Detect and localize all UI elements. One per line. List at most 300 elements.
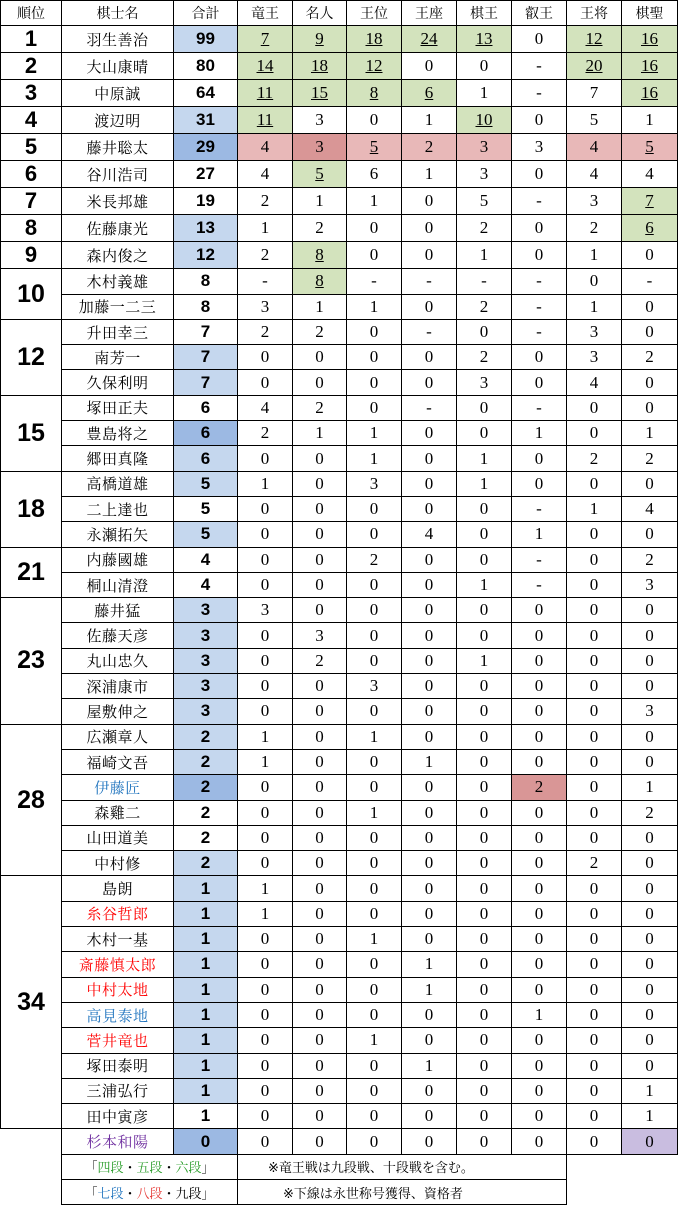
player-name: 桐山清澄 [62, 572, 174, 597]
title-count-cell: 3 [347, 471, 402, 496]
title-count-cell: 0 [512, 26, 567, 53]
title-count-cell: 0 [457, 522, 512, 547]
title-count-cell: 0 [457, 319, 512, 344]
title-count-cell: 0 [238, 699, 293, 724]
player-name: 深浦康市 [62, 674, 174, 699]
title-count-cell: 4 [567, 134, 622, 161]
rank-cell: 23 [1, 598, 62, 724]
title-count-cell: 0 [293, 547, 347, 572]
title-count-cell: 0 [347, 977, 402, 1002]
title-count-cell: 0 [457, 775, 512, 800]
table-row [1, 134, 678, 161]
table-row [1, 1002, 678, 1027]
title-count-cell: 0 [567, 775, 622, 800]
title-count-cell: 0 [293, 370, 347, 395]
title-count-cell: 16 [622, 80, 678, 107]
title-count-cell: 0 [622, 927, 678, 952]
title-count-cell: 0 [567, 1002, 622, 1027]
title-count-cell: 2 [567, 446, 622, 471]
title-count-cell: 0 [238, 623, 293, 648]
title-count-cell: 0 [402, 572, 457, 597]
table-row [1, 319, 678, 344]
total-cell: 1 [174, 1104, 238, 1129]
table-row [1, 188, 678, 215]
title-count-cell: 8 [293, 269, 347, 294]
header-title: 王将 [567, 1, 622, 26]
player-name: 佐藤天彦 [62, 623, 174, 648]
title-count-cell: 0 [622, 623, 678, 648]
title-count-cell: 4 [622, 496, 678, 521]
total-cell: 7 [174, 319, 238, 344]
title-count-cell: 0 [293, 598, 347, 623]
title-count-cell: 0 [402, 421, 457, 446]
title-count-cell: 0 [293, 446, 347, 471]
title-count-cell: 0 [293, 800, 347, 825]
title-count-cell: 1 [238, 876, 293, 901]
title-count-cell: 0 [293, 977, 347, 1002]
title-count-cell: 0 [402, 927, 457, 952]
title-count-cell: 1 [457, 471, 512, 496]
title-count-cell: 0 [457, 496, 512, 521]
player-name: 中原誠 [62, 80, 174, 107]
title-count-cell: 6 [347, 161, 402, 188]
title-count-cell: 1 [293, 294, 347, 319]
title-count-cell: 4 [402, 522, 457, 547]
rank-cell: 9 [1, 242, 62, 269]
table-row [1, 825, 678, 850]
title-count-cell: 2 [238, 319, 293, 344]
title-count-cell: 0 [293, 471, 347, 496]
rank-cell: 34 [1, 876, 62, 1129]
title-count-cell: 0 [512, 345, 567, 370]
title-count-cell: 4 [567, 161, 622, 188]
title-count-cell: 0 [457, 1129, 512, 1154]
title-count-cell: 1 [512, 522, 567, 547]
title-count-cell: 0 [512, 107, 567, 134]
title-count-cell: 0 [567, 269, 622, 294]
title-count-cell: 0 [512, 977, 567, 1002]
title-count-cell: 3 [457, 161, 512, 188]
table-row [1, 395, 678, 420]
title-count-cell: 2 [238, 421, 293, 446]
title-count-cell: 0 [567, 674, 622, 699]
total-cell: 1 [174, 901, 238, 926]
title-count-cell: 13 [457, 26, 512, 53]
title-count-cell: 0 [238, 370, 293, 395]
header-title: 竜王 [238, 1, 293, 26]
title-count-cell: 0 [457, 1078, 512, 1103]
title-count-cell: 0 [567, 977, 622, 1002]
title-count-cell: 0 [512, 674, 567, 699]
title-count-cell: 0 [567, 547, 622, 572]
title-count-cell: 0 [622, 851, 678, 876]
player-name: 豊島将之 [62, 421, 174, 446]
title-count-cell: 0 [457, 1104, 512, 1129]
title-count-cell: 0 [402, 294, 457, 319]
title-count-cell: 0 [293, 1104, 347, 1129]
title-count-cell: 1 [622, 775, 678, 800]
title-count-cell: 0 [457, 395, 512, 420]
total-cell: 3 [174, 699, 238, 724]
title-count-cell: 0 [512, 370, 567, 395]
title-count-cell: 3 [238, 294, 293, 319]
title-count-cell: 0 [567, 724, 622, 749]
title-count-cell: 0 [622, 876, 678, 901]
title-count-cell: 4 [238, 161, 293, 188]
title-count-cell: 0 [622, 674, 678, 699]
title-count-cell: 0 [512, 471, 567, 496]
title-count-cell: 12 [567, 26, 622, 53]
total-cell: 8 [174, 294, 238, 319]
title-count-cell: 3 [293, 623, 347, 648]
title-count-cell: 3 [293, 107, 347, 134]
table-row [1, 977, 678, 1002]
title-count-cell: 0 [512, 927, 567, 952]
title-count-cell: 1 [347, 724, 402, 749]
header-title: 棋聖 [622, 1, 678, 26]
title-count-cell: 1 [347, 1028, 402, 1053]
player-name: 屋敷伸之 [62, 699, 174, 724]
title-count-cell: 0 [293, 496, 347, 521]
title-count-cell: 1 [238, 901, 293, 926]
total-cell: 29 [174, 134, 238, 161]
title-count-cell: 0 [347, 395, 402, 420]
header-row [1, 1, 678, 26]
title-count-cell: 3 [567, 319, 622, 344]
title-count-cell: - [347, 269, 402, 294]
title-count-cell: 0 [512, 952, 567, 977]
player-name: 伊藤匠 [62, 775, 174, 800]
total-cell: 4 [174, 547, 238, 572]
table-row [1, 496, 678, 521]
title-count-cell: 0 [457, 674, 512, 699]
table-row [1, 952, 678, 977]
title-count-cell: 0 [567, 901, 622, 926]
total-cell: 1 [174, 927, 238, 952]
total-cell: 1 [174, 1002, 238, 1027]
title-count-cell: 0 [347, 749, 402, 774]
total-cell: 1 [174, 977, 238, 1002]
title-count-cell: 3 [238, 598, 293, 623]
title-count-cell: 1 [567, 496, 622, 521]
header-name: 棋士名 [62, 1, 174, 26]
title-count-cell: 0 [622, 522, 678, 547]
title-count-cell: 1 [238, 749, 293, 774]
title-count-cell: 2 [567, 215, 622, 242]
player-name: 谷川浩司 [62, 161, 174, 188]
title-count-cell: 0 [622, 749, 678, 774]
title-count-cell: 1 [347, 294, 402, 319]
title-count-cell: 2 [567, 851, 622, 876]
title-count-cell: 0 [402, 699, 457, 724]
rank-cell: 6 [1, 161, 62, 188]
title-count-cell: 0 [293, 876, 347, 901]
total-cell: 64 [174, 80, 238, 107]
rank-cell: 21 [1, 547, 62, 598]
table-row [1, 598, 678, 623]
title-count-cell: 12 [347, 53, 402, 80]
title-count-cell: 0 [402, 901, 457, 926]
title-count-cell: 0 [238, 851, 293, 876]
title-count-cell: 0 [457, 901, 512, 926]
rank-cell: 15 [1, 395, 62, 471]
title-count-cell: 2 [622, 800, 678, 825]
title-count-cell: 3 [622, 572, 678, 597]
table-row [1, 927, 678, 952]
table-row [1, 345, 678, 370]
title-count-cell: 0 [512, 446, 567, 471]
title-count-cell: 4 [622, 161, 678, 188]
title-count-cell: 11 [238, 107, 293, 134]
title-count-cell: 0 [567, 1028, 622, 1053]
title-count-cell: - [402, 319, 457, 344]
title-count-cell: 1 [402, 1053, 457, 1078]
total-cell: 2 [174, 775, 238, 800]
title-count-cell: - [457, 269, 512, 294]
player-name: 渡辺明 [62, 107, 174, 134]
title-count-cell: 0 [567, 1129, 622, 1154]
title-count-cell: 3 [457, 134, 512, 161]
title-count-cell: 0 [512, 242, 567, 269]
title-count-cell: 18 [293, 53, 347, 80]
title-count-cell: 2 [402, 134, 457, 161]
title-count-cell: 0 [402, 724, 457, 749]
title-count-cell: 0 [622, 370, 678, 395]
title-count-cell: 3 [293, 134, 347, 161]
table-row [1, 294, 678, 319]
title-count-cell: 2 [457, 345, 512, 370]
title-count-cell: 5 [347, 134, 402, 161]
legend-low-dan: 「四段・五段・六段」 [62, 1154, 238, 1179]
title-count-cell: 0 [457, 598, 512, 623]
title-count-cell: 0 [622, 1129, 678, 1154]
title-count-cell: 2 [238, 242, 293, 269]
title-count-cell: 1 [293, 421, 347, 446]
title-count-cell: 0 [457, 1028, 512, 1053]
title-count-cell: 0 [238, 1028, 293, 1053]
table-row [1, 215, 678, 242]
table-row [1, 242, 678, 269]
title-count-cell: 0 [402, 648, 457, 673]
title-count-cell: 0 [622, 952, 678, 977]
title-count-cell: 0 [457, 876, 512, 901]
total-cell: 12 [174, 242, 238, 269]
title-count-cell: 0 [238, 1078, 293, 1103]
player-name: 森雞二 [62, 800, 174, 825]
title-count-cell: 0 [347, 1053, 402, 1078]
title-count-cell: 0 [347, 876, 402, 901]
title-count-cell: 0 [293, 345, 347, 370]
title-count-cell: 7 [567, 80, 622, 107]
total-cell: 27 [174, 161, 238, 188]
table-row [1, 547, 678, 572]
player-name: 杉本和陽 [62, 1129, 174, 1154]
title-count-cell: 1 [238, 215, 293, 242]
title-count-cell: 8 [293, 242, 347, 269]
title-count-cell: 0 [347, 522, 402, 547]
title-count-cell: 24 [402, 26, 457, 53]
table-row [1, 471, 678, 496]
header-title: 棋王 [457, 1, 512, 26]
title-count-cell: 0 [402, 825, 457, 850]
title-count-cell: 0 [347, 851, 402, 876]
title-count-cell: 6 [622, 215, 678, 242]
title-count-cell: 1 [457, 446, 512, 471]
title-count-cell: - [512, 269, 567, 294]
title-count-cell: 0 [512, 1053, 567, 1078]
title-count-cell: 1 [347, 800, 402, 825]
table-row [1, 1129, 678, 1154]
player-name: 内藤國雄 [62, 547, 174, 572]
title-count-cell: 0 [512, 901, 567, 926]
title-count-cell: 0 [347, 952, 402, 977]
title-count-cell: 0 [457, 53, 512, 80]
title-count-cell: - [512, 496, 567, 521]
table-row [1, 446, 678, 471]
title-count-cell: 0 [238, 977, 293, 1002]
table-row [1, 800, 678, 825]
title-count-cell: 5 [567, 107, 622, 134]
total-cell: 5 [174, 471, 238, 496]
title-count-cell: 0 [347, 496, 402, 521]
rank-cell: 3 [1, 80, 62, 107]
legend-row [1, 1154, 678, 1179]
player-name: 南芳一 [62, 345, 174, 370]
title-count-cell: 2 [293, 319, 347, 344]
title-count-cell: 0 [457, 1053, 512, 1078]
title-count-cell: - [512, 547, 567, 572]
player-name: 森内俊之 [62, 242, 174, 269]
title-count-cell: 0 [567, 699, 622, 724]
total-cell: 7 [174, 370, 238, 395]
title-count-cell: 4 [567, 370, 622, 395]
rank-cell: 8 [1, 215, 62, 242]
title-count-cell: 0 [567, 648, 622, 673]
title-count-cell: 0 [622, 395, 678, 420]
player-name: 高橋道雄 [62, 471, 174, 496]
title-count-cell: 0 [347, 319, 402, 344]
title-count-cell: 0 [293, 901, 347, 926]
title-count-cell: 0 [622, 1028, 678, 1053]
title-count-cell: 0 [347, 598, 402, 623]
title-count-cell: 0 [622, 242, 678, 269]
rank-cell: 4 [1, 107, 62, 134]
total-cell: 3 [174, 623, 238, 648]
title-count-cell: 0 [512, 1078, 567, 1103]
title-count-cell: 5 [622, 134, 678, 161]
table-row [1, 269, 678, 294]
title-count-cell: 0 [238, 952, 293, 977]
title-count-cell: 2 [457, 215, 512, 242]
title-count-cell: 0 [347, 1104, 402, 1129]
title-count-cell: 0 [567, 1078, 622, 1103]
title-count-cell: 0 [622, 977, 678, 1002]
title-count-cell: 0 [402, 1028, 457, 1053]
title-count-cell: 1 [347, 446, 402, 471]
total-cell: 1 [174, 1053, 238, 1078]
title-count-cell: 0 [622, 724, 678, 749]
table-row [1, 876, 678, 901]
total-cell: 3 [174, 598, 238, 623]
table-row [1, 1078, 678, 1103]
title-count-cell: 1 [402, 161, 457, 188]
total-cell: 19 [174, 188, 238, 215]
title-count-cell: 0 [567, 800, 622, 825]
player-name: 斎藤慎太郎 [62, 952, 174, 977]
title-count-cell: 0 [293, 825, 347, 850]
title-count-cell: 0 [457, 977, 512, 1002]
header-title: 名人 [293, 1, 347, 26]
title-count-cell: 0 [457, 927, 512, 952]
title-count-cell: 0 [512, 724, 567, 749]
title-count-cell: 1 [622, 1078, 678, 1103]
title-count-cell: 4 [238, 134, 293, 161]
title-count-cell: 0 [402, 876, 457, 901]
title-count-cell: 0 [238, 446, 293, 471]
title-count-cell: 1 [347, 188, 402, 215]
title-count-cell: 0 [402, 215, 457, 242]
title-count-cell: 0 [457, 1002, 512, 1027]
title-count-cell: 3 [512, 134, 567, 161]
total-cell: 1 [174, 1078, 238, 1103]
total-cell: 80 [174, 53, 238, 80]
title-count-cell: 0 [402, 1002, 457, 1027]
title-count-cell: 0 [238, 496, 293, 521]
table-row [1, 1028, 678, 1053]
total-cell: 0 [174, 1129, 238, 1154]
legend-high-dan: 「七段・八段・九段」 [62, 1179, 238, 1204]
total-cell: 2 [174, 825, 238, 850]
title-count-cell: 0 [402, 446, 457, 471]
title-count-cell: 1 [457, 648, 512, 673]
rank-cell: 7 [1, 188, 62, 215]
title-count-cell: 0 [402, 623, 457, 648]
rank-cell: 1 [1, 26, 62, 53]
title-count-cell: 0 [238, 1104, 293, 1129]
title-count-cell: 0 [402, 598, 457, 623]
total-cell: 3 [174, 674, 238, 699]
title-count-cell: 0 [567, 395, 622, 420]
table-row [1, 851, 678, 876]
player-name: 高見泰地 [62, 1002, 174, 1027]
title-count-cell: 2 [293, 648, 347, 673]
title-count-cell: 2 [457, 294, 512, 319]
title-count-cell: 0 [238, 1129, 293, 1154]
title-count-cell: 0 [512, 648, 567, 673]
title-count-cell: 2 [347, 547, 402, 572]
player-name: 升田幸三 [62, 319, 174, 344]
title-count-cell: 0 [402, 370, 457, 395]
title-count-cell: - [238, 269, 293, 294]
title-count-cell: 1 [293, 188, 347, 215]
header-title: 王座 [402, 1, 457, 26]
table-row [1, 572, 678, 597]
title-count-cell: 0 [457, 699, 512, 724]
player-name: 大山康晴 [62, 53, 174, 80]
title-count-cell: - [512, 80, 567, 107]
rank-cell: 10 [1, 269, 62, 320]
table-body [1, 26, 678, 1154]
title-count-cell: 0 [402, 188, 457, 215]
title-count-cell: 0 [402, 345, 457, 370]
title-count-cell: 1 [347, 421, 402, 446]
title-count-cell: 0 [402, 471, 457, 496]
title-count-cell: 0 [512, 749, 567, 774]
title-count-cell: 0 [238, 345, 293, 370]
title-count-cell: 0 [238, 1053, 293, 1078]
title-count-cell: - [512, 572, 567, 597]
table-row [1, 674, 678, 699]
